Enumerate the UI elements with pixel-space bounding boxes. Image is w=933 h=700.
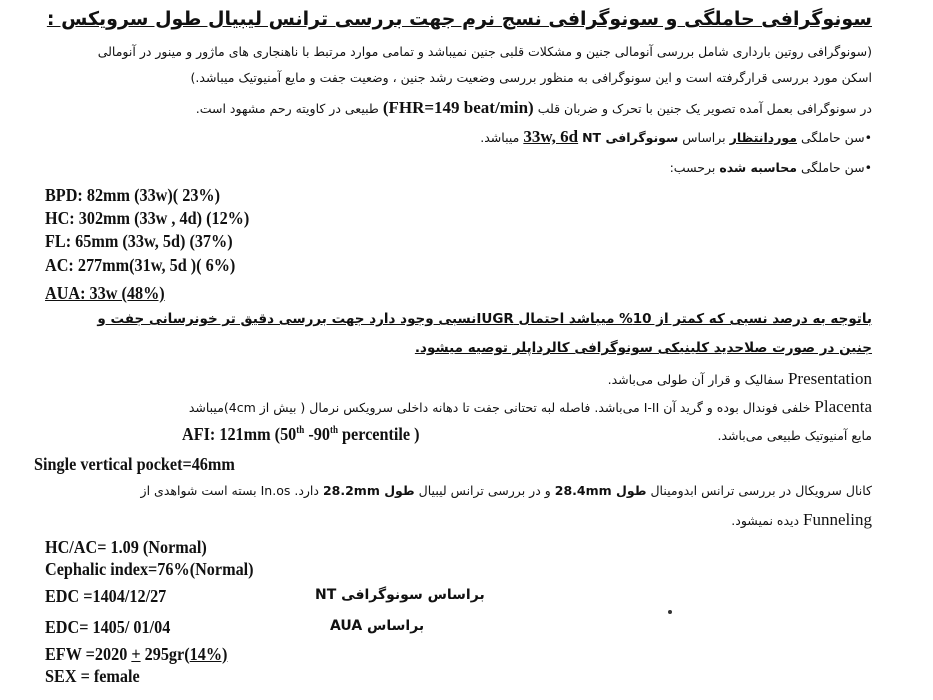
expected-age-prefix: •سن حاملگی bbox=[800, 130, 872, 145]
efw-percentile: 14%) bbox=[189, 644, 228, 664]
iugr-note-line-2: جنین در صورت صلاحدید کلینیکی سونوگرافی کالرداپلر توصیه میشود. bbox=[414, 340, 872, 356]
efw-plus-minus: + bbox=[131, 644, 141, 664]
fhr-text-b: طبیعی در کاویته رحم مشهود است. bbox=[195, 101, 379, 116]
intro-line-1: (سونوگرافی روتین بارداری شامل بررسی آنومالی جنین و مشکلات قلبی جنین نمیباشد و تمامی موارد مرتبط با ناهنجاری های ماژور و مینور در آنومالی bbox=[97, 44, 872, 59]
page-title: سونوگرافی حاملگی و سونوگرافی نسج نرم جهت بررسی ترانس لیبیال طول سرویکس : bbox=[46, 8, 872, 30]
cervix-text-a: کانال سرویکال در بررسی ترانس ابدومینال bbox=[650, 483, 872, 498]
biometry-ac: AC: 277mm(31w, 5d )( 6%) bbox=[45, 255, 236, 275]
afi-text-c: percentile ) bbox=[337, 424, 420, 444]
calc-age-suffix: برحسب: bbox=[669, 160, 716, 175]
calc-age-prefix: •سن حاملگی bbox=[800, 160, 872, 175]
biometry-hc: HC: 302mm (33w , 4d) (12%) bbox=[45, 208, 250, 228]
biometry-fl: FL: 65mm (33w, 5d) (37%) bbox=[45, 231, 233, 251]
hc-ac-ratio: HC/AC= 1.09 (Normal) bbox=[45, 537, 207, 557]
presentation-text: سفالیک و قرار آن طولی می‌باشد. bbox=[607, 372, 784, 387]
cervix-text-c: دارد. In.os بسته است شواهدی از bbox=[140, 483, 319, 498]
fhr-line bbox=[196, 98, 872, 118]
fetal-sex: SEX = female bbox=[45, 666, 140, 686]
iugr-note-line-1: باتوجه به درصد نسبی که کمتر از 10% میباشد احتمال IUGRنسبی وجود دارد جهت بررسی دقیق تر خونرسانی جفت و bbox=[97, 311, 872, 327]
efw bbox=[45, 644, 227, 665]
afi-text-b: -90 bbox=[304, 424, 330, 444]
afi-value bbox=[182, 424, 420, 445]
calc-age-line bbox=[670, 160, 872, 175]
fhr-value: (FHR=149 beat/min) bbox=[382, 98, 534, 117]
amniotic-text: مایع آمنیوتیک طبیعی می‌باشد. bbox=[717, 428, 872, 443]
expected-age-bold: موردانتظار bbox=[729, 130, 797, 145]
cervix-length-ta: طول 28.4mm bbox=[554, 483, 647, 498]
intro-line-2: اسکن مورد بررسی قرارگرفته است و این سونوگرافی به منظور بررسی وضعیت رشد جنین ، وضعیت جفت و مایع آمنیوتیک میباشد.) bbox=[190, 70, 872, 85]
edc-aua: EDC= 1405/ 01/04 bbox=[45, 617, 171, 637]
edc-nt: EDC =1404/12/27 bbox=[45, 586, 167, 606]
edc-aua-basis: براساس AUA bbox=[330, 618, 425, 634]
presentation-line bbox=[608, 369, 872, 389]
biometry-aua: AUA: 33w (48%) bbox=[45, 283, 165, 303]
funneling-text: دیده نمیشود. bbox=[731, 513, 800, 528]
efw-value: EFW =2020 bbox=[45, 644, 132, 664]
afi-sup-1: th bbox=[296, 425, 305, 436]
expected-age-sono: سونوگرافی NT bbox=[582, 130, 679, 145]
cephalic-index: Cephalic index=76%(Normal) bbox=[45, 559, 254, 579]
placenta-line bbox=[189, 397, 872, 417]
efw-range: 295gr( bbox=[140, 644, 190, 664]
stray-dot bbox=[668, 610, 672, 614]
expected-age-line bbox=[480, 127, 872, 147]
afi-sup-2: th bbox=[329, 425, 338, 436]
expected-age-suffix: میباشد. bbox=[480, 130, 520, 145]
single-vertical-pocket: Single vertical pocket=46mm bbox=[34, 454, 235, 474]
calc-age-bold: محاسبه شده bbox=[719, 160, 797, 175]
cervix-line-2 bbox=[731, 510, 872, 530]
expected-age-mid: براساس bbox=[682, 130, 726, 145]
biometry-bpd: BPD: 82mm (33w)( 23%) bbox=[45, 185, 221, 205]
edc-nt-basis: براساس سونوگرافی NT bbox=[315, 587, 485, 603]
fhr-text-a: در سونوگرافی بعمل آمده تصویر یک جنین با تحرک و ضربان قلب bbox=[537, 101, 872, 116]
cervix-length-tl: طول 28.2mm bbox=[322, 483, 415, 498]
placenta-text: خلفی فوندال بوده و گرید آن I-II می‌باشد. فاصله لبه تحتانی جفت تا دهانه داخلی سرویکس نرمال ( بیش از 4cm)میباشد bbox=[188, 400, 811, 415]
presentation-term: Presentation bbox=[787, 369, 872, 388]
expected-age-value: 33w, 6d bbox=[523, 127, 579, 146]
placenta-term: Placenta bbox=[814, 397, 872, 416]
cervix-text-b: و در بررسی ترانس لیبیال bbox=[418, 483, 551, 498]
cervix-line-1 bbox=[141, 483, 872, 498]
afi-text-a: AFI: 121mm (50 bbox=[182, 424, 297, 444]
funneling-term: Funneling bbox=[803, 510, 872, 529]
